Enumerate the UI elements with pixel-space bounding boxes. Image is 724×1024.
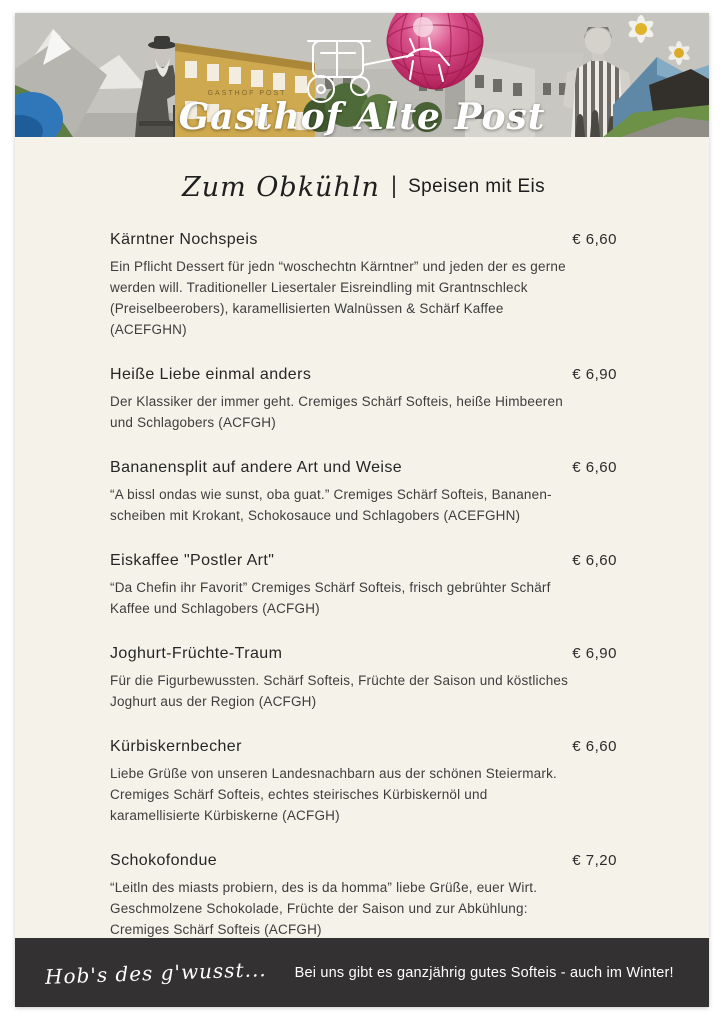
menu-item [110, 229, 617, 340]
dish-price: € 6,60 [572, 231, 617, 248]
header-collage [15, 13, 709, 137]
dish-description: “A bissl ondas wie sunst, oba guat.” Cremiges Schärf Softeis, Bananen-scheiben mit Krokant, Schokosauce und Schlagobers (ACEFGHN) [110, 487, 552, 523]
dish-name: Kärntner Nochspeis [110, 231, 258, 248]
footer-message: Bei uns gibt es ganzjährig gutes Softeis - auch im Winter! [294, 964, 674, 981]
dish-description: “Da Chefin ihr Favorit” Cremiges Schärf Softeis, frisch gebrühter Schärf Kaffee und Schlagobers (ACFGH) [110, 580, 551, 616]
menu-item [110, 643, 617, 712]
dish-price: € 6,60 [572, 552, 617, 569]
section-title [110, 167, 617, 207]
dish-price: € 6,60 [572, 738, 617, 755]
dish-name: Bananensplit auf andere Art und Weise [110, 459, 403, 476]
svg-text:GASTHOF POST: GASTHOF POST [207, 90, 287, 97]
footer-banner [15, 938, 709, 1007]
title-divider: | [390, 172, 398, 199]
footer-script-text: Hob's des g'wusst... [44, 956, 267, 989]
dish-price: € 7,20 [572, 852, 617, 869]
dish-description: “Leitln des miasts probiern, des is da homma” liebe Grüße, euer Wirt. Geschmolzene Schokolade, Früchte der Saison und zur Abkühlung: Cremiges Schärf Softeis (ACFGH) [110, 880, 538, 937]
menu-item [110, 457, 617, 526]
collage-art [15, 13, 709, 137]
dish-description: Für die Figurbewussten. Schärf Softeis, Früchte der Saison und köstliches Joghurt aus der Region (ACFGH) [110, 673, 569, 709]
dish-price: € 6,90 [572, 366, 617, 383]
dish-price: € 6,90 [572, 645, 617, 662]
dish-name: Heiße Liebe einmal anders [110, 366, 312, 383]
dish-description: Ein Pflicht Dessert für jedn “woschechtn Kärntner” und jeden der es gerne werden will. Traditioneller Liesertaler Eisreindling mit Grantnschleck (Preiselbeerobers), karamellisierten Walnüssen & Schärf Kaffee (ACEFGHN) [110, 259, 566, 337]
dish-price: € 6,60 [572, 459, 617, 476]
menu-section [15, 137, 709, 940]
menu-item [110, 736, 617, 826]
menu-item [110, 550, 617, 619]
dish-description: Liebe Grüße von unseren Landesnachbarn aus der schönen Steiermark. Cremiges Schärf Softeis, echtes steirisches Kürbiskernöl und karamellisierte Kürbiskerne (ACFGH) [110, 766, 557, 823]
menu-item [110, 850, 617, 940]
section-title-text: Speisen mit Eis [408, 176, 546, 197]
dish-name: Eiskaffee "Postler Art" [110, 552, 275, 569]
section-title-script: Zum Obkühln [181, 171, 380, 203]
brand-title: Gasthof Alte Post [178, 96, 546, 137]
menu-page [15, 13, 709, 1007]
dish-name: Kürbiskernbecher [110, 738, 242, 755]
menu-item [110, 364, 617, 433]
dish-name: Schokofondue [110, 852, 218, 869]
dish-name: Joghurt-Früchte-Traum [110, 645, 283, 662]
dish-description: Der Klassiker der immer geht. Cremiges Schärf Softeis, heiße Himbeeren und Schlagobers (ACFGH) [110, 394, 563, 430]
